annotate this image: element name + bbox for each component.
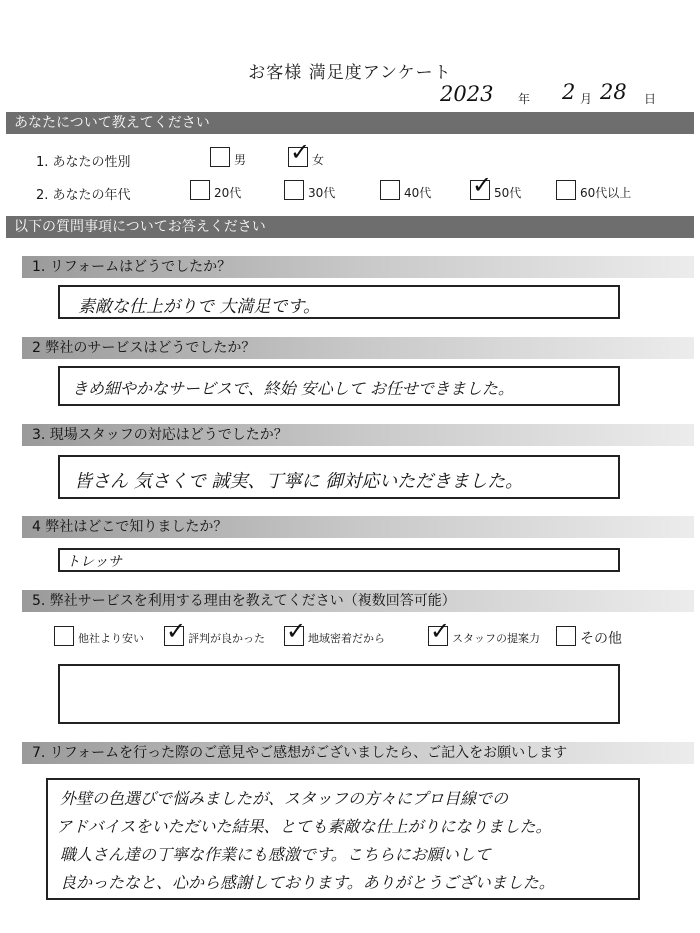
date-month: 2 [562, 80, 576, 104]
answer-reform-text: 素敵な仕上がりで 大満足です。 [78, 297, 321, 317]
comments-line: 良かったなと、心から感謝しております。ありがとうございました。 [60, 873, 555, 892]
answer-reform-box[interactable] [58, 285, 620, 319]
comments-line: 外壁の色選びで悩みましたが、スタッフの方々にプロ目線での [60, 789, 509, 808]
date-field [440, 80, 670, 110]
answer-source-box[interactable] [58, 548, 620, 572]
reason-other-label: その他 [580, 631, 622, 647]
date-day-label: 日 [644, 92, 657, 106]
age-20s-checkbox[interactable] [190, 180, 210, 200]
gender-female-label: 女 [312, 153, 325, 167]
reason-cheaper-label: 他社より安い [78, 632, 144, 645]
reason-local-label: 地域密着だから [308, 632, 385, 645]
gender-male-checkbox[interactable] [210, 147, 230, 167]
page-title: お客様 満足度アンケート [248, 63, 452, 83]
answer-service-text: きめ細やかなサービスで、終始 安心して お任せできました。 [72, 379, 514, 398]
answer-service-box[interactable] [58, 366, 620, 406]
age-40s-checkbox[interactable] [380, 180, 400, 200]
comments-line: アドバイスをいただいた結果、とても素敵な仕上がりになりました。 [56, 817, 552, 836]
question-staff-label: 3. 現場スタッフの対応はどうでしたか？ [22, 424, 694, 446]
age-question-label: 2. あなたの年代 [36, 188, 131, 203]
reason-reputation-checkbox[interactable] [164, 617, 187, 646]
gender-question-label: 1. あなたの性別 [36, 155, 131, 170]
age-30s-checkbox[interactable] [284, 180, 304, 200]
age-60s-plus-checkbox[interactable] [556, 180, 576, 200]
check-icon: ✓ [472, 171, 493, 199]
question-service-label: 2 弊社のサービスはどうでしたか？ [22, 337, 694, 359]
age-60s-plus-label: 60代以上 [580, 186, 632, 200]
age-50s-label: 50代 [494, 186, 522, 200]
check-icon: ✓ [430, 617, 451, 645]
check-icon: ✓ [290, 138, 311, 166]
answer-source-text: トレッサ [66, 554, 122, 570]
age-40s-label: 40代 [404, 186, 432, 200]
question-reason-label: 5. 弊社サービスを利用する理由を教えてください（複数回答可能） [22, 590, 694, 612]
date-year: 2023 [440, 82, 494, 106]
date-year-label: 年 [518, 92, 531, 106]
section-header-questions: 以下の質問事項についてお答えください [6, 216, 694, 238]
question-reform-label: 1. リフォームはどうでしたか？ [22, 256, 694, 278]
comments-line: 職人さん達の丁寧な作業にも感激です。こちらにお願いして [60, 845, 491, 864]
answer-comments-box[interactable] [46, 778, 640, 900]
reason-other-checkbox[interactable] [556, 626, 576, 646]
question-source-label: 4 弊社はどこで知りましたか？ [22, 516, 694, 538]
age-20s-label: 20代 [214, 186, 242, 200]
reason-staff-proposal-label: スタッフの提案力 [452, 632, 540, 645]
gender-male-label: 男 [234, 153, 247, 167]
check-icon: ✓ [286, 617, 307, 645]
reason-reputation-label: 評判が良かった [188, 632, 265, 645]
gender-female-checkbox[interactable] [288, 138, 311, 167]
reason-local-checkbox[interactable] [284, 617, 307, 646]
answer-reason-box[interactable] [58, 664, 620, 724]
date-month-label: 月 [580, 92, 593, 106]
age-50s-checkbox[interactable] [470, 171, 493, 200]
question-comments-label: 7. リフォームを行った際のご意見やご感想がございましたら、ご記入をお願いします [22, 742, 694, 764]
date-day: 28 [600, 80, 627, 104]
reason-cheaper-checkbox[interactable] [54, 626, 74, 646]
answer-staff-box[interactable] [58, 455, 620, 499]
answer-staff-text: 皆さん 気さくで 誠実、丁寧に 御対応いただきました。 [74, 471, 524, 492]
age-30s-label: 30代 [308, 186, 336, 200]
reason-staff-proposal-checkbox[interactable] [428, 617, 451, 646]
check-icon: ✓ [166, 617, 187, 645]
section-header-about-you: あなたについて教えてください [6, 112, 694, 134]
